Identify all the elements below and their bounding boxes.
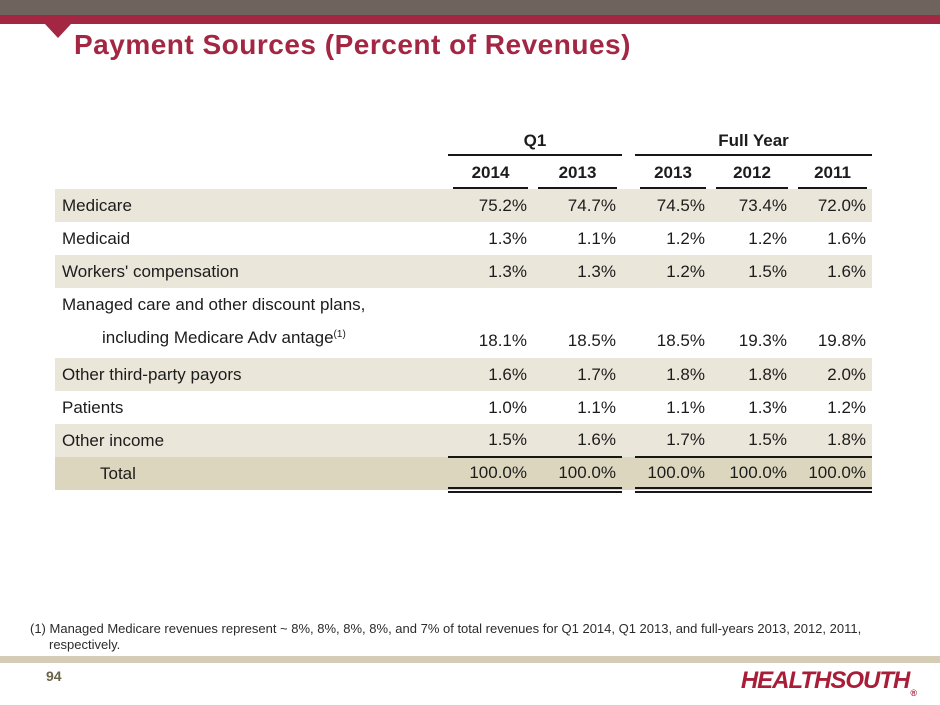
footnote-superscript: (1) bbox=[333, 329, 346, 340]
column-gap bbox=[622, 358, 635, 391]
year-label: 2011 bbox=[798, 156, 867, 189]
footnote bbox=[30, 621, 922, 653]
column-gap bbox=[622, 128, 635, 155]
footnote-text-line1: Managed Medicare revenues represent ~ 8%, 8%, 8%, 8%, and 7% of total revenues for Q1 2014, Q1 2013, and full-years 2013, 2012, 2011, bbox=[49, 621, 862, 636]
cell-value: 1.2% bbox=[827, 397, 867, 417]
table-year-header-row bbox=[55, 155, 872, 189]
row-label-line2 bbox=[62, 321, 447, 357]
cell-value: 1.3% bbox=[488, 228, 527, 248]
cell-value: 74.7% bbox=[567, 195, 616, 215]
page-number: 94 bbox=[46, 668, 62, 684]
cell-value: 74.5% bbox=[656, 195, 705, 215]
table-row-other-income bbox=[55, 424, 872, 457]
cell-value: 75.2% bbox=[478, 195, 527, 215]
footnote-marker: (1) bbox=[30, 621, 46, 636]
cell-value: 1.3% bbox=[748, 397, 787, 417]
cell-value: 100.0% bbox=[533, 457, 622, 490]
cell-value: 1.8% bbox=[666, 364, 705, 384]
row-label: Total bbox=[100, 463, 136, 483]
top-bar-maroon bbox=[0, 15, 940, 24]
table-group-header-row bbox=[55, 128, 872, 155]
row-label: Medicaid bbox=[62, 228, 131, 248]
cell-value: 19.3% bbox=[738, 331, 787, 350]
cell-value: 72.0% bbox=[817, 195, 867, 215]
table-row-patients bbox=[55, 391, 872, 424]
column-gap bbox=[622, 255, 635, 288]
cell-value: 1.1% bbox=[666, 397, 705, 417]
header-spacer bbox=[55, 128, 448, 155]
footnote-text-line2: respectively. bbox=[49, 637, 121, 652]
row-label-line2-text: including Medicare Adv antage bbox=[102, 328, 334, 347]
cell-value: 1.8% bbox=[827, 430, 867, 449]
title-triangle-icon bbox=[45, 24, 71, 38]
table-row-total bbox=[55, 457, 872, 490]
column-gap bbox=[622, 155, 635, 189]
cell-value: 1.5% bbox=[748, 261, 787, 281]
cell-value: 1.6% bbox=[827, 261, 867, 281]
column-header-fy-2011 bbox=[793, 155, 872, 189]
column-gap bbox=[622, 457, 635, 490]
year-label: 2012 bbox=[716, 156, 788, 189]
cell-value: 100.0% bbox=[711, 457, 793, 490]
cell-value: 1.1% bbox=[577, 228, 616, 248]
cell-value: 2.0% bbox=[827, 364, 867, 384]
row-label: Other income bbox=[62, 430, 165, 450]
healthsouth-logo-text: HEALTHSOUTH bbox=[740, 667, 910, 694]
slide-title: Payment Sources (Percent of Revenues) bbox=[74, 29, 631, 60]
table-row-managed-care bbox=[55, 288, 872, 358]
column-gap bbox=[622, 189, 635, 222]
row-label bbox=[55, 288, 448, 358]
registered-trademark-icon: ® bbox=[910, 688, 917, 698]
cell-value: 18.5% bbox=[656, 331, 705, 350]
year-label: 2013 bbox=[640, 156, 706, 189]
cell-value: 1.8% bbox=[748, 364, 787, 384]
row-label: Other third-party payors bbox=[62, 364, 242, 384]
header-spacer bbox=[55, 155, 448, 189]
cell-value: 1.2% bbox=[666, 261, 705, 281]
cell-value: 19.8% bbox=[817, 331, 867, 350]
cell-value: 1.3% bbox=[577, 261, 616, 281]
column-gap bbox=[622, 288, 635, 358]
row-label: Medicare bbox=[62, 195, 132, 215]
table-row-workers-compensation bbox=[55, 255, 872, 288]
cell-value: 1.7% bbox=[577, 364, 616, 384]
healthsouth-logo bbox=[740, 667, 917, 698]
cell-value: 73.4% bbox=[738, 195, 787, 215]
row-label-line1: Managed care and other discount plans, bbox=[62, 295, 366, 314]
top-bar-taupe bbox=[0, 0, 940, 15]
row-label: Workers' compensation bbox=[62, 261, 239, 281]
cell-value: 1.6% bbox=[577, 430, 616, 449]
column-gap bbox=[622, 222, 635, 255]
cell-value: 1.7% bbox=[666, 430, 705, 449]
row-label: Patients bbox=[62, 397, 124, 417]
cell-value: 100.0% bbox=[635, 457, 711, 490]
column-group-full-year: Full Year bbox=[635, 128, 872, 155]
cell-value: 1.3% bbox=[488, 261, 527, 281]
cell-value: 1.5% bbox=[488, 430, 527, 449]
column-gap bbox=[622, 391, 635, 424]
cell-value: 100.0% bbox=[793, 457, 872, 490]
footer-divider-bar bbox=[0, 656, 940, 663]
cell-value: 1.0% bbox=[488, 397, 527, 417]
year-label: 2014 bbox=[453, 156, 528, 189]
payment-sources-table bbox=[55, 128, 872, 493]
cell-value: 1.2% bbox=[748, 228, 787, 248]
column-gap bbox=[622, 424, 635, 457]
column-header-fy-2013 bbox=[635, 155, 711, 189]
cell-value: 18.1% bbox=[478, 331, 527, 350]
cell-value: 1.6% bbox=[827, 228, 867, 248]
column-header-fy-2012 bbox=[711, 155, 793, 189]
year-label: 2013 bbox=[538, 156, 617, 189]
cell-value: 18.5% bbox=[567, 331, 616, 350]
cell-value: 100.0% bbox=[448, 457, 533, 490]
column-header-q1-2014 bbox=[448, 155, 533, 189]
cell-value: 1.6% bbox=[488, 364, 527, 384]
table-row-medicare bbox=[55, 189, 872, 222]
cell-value: 1.2% bbox=[666, 228, 705, 248]
table-row-other-third-party bbox=[55, 358, 872, 391]
cell-value: 1.5% bbox=[748, 430, 787, 449]
column-header-q1-2013 bbox=[533, 155, 622, 189]
table-row-medicaid bbox=[55, 222, 872, 255]
cell-value: 1.1% bbox=[577, 397, 616, 417]
column-group-q1: Q1 bbox=[448, 128, 622, 155]
